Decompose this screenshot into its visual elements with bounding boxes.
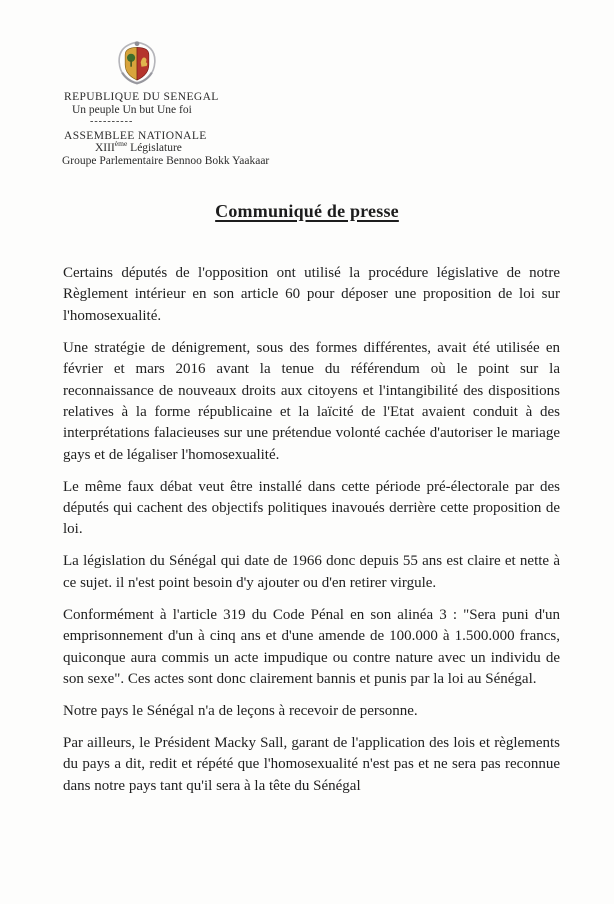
- paragraph: Conformément à l'article 319 du Code Pénal en son alinéa 3 : "Sera puni d'un emprisonnement d'un à cinq ans et d'une amende de 100.000 à 1.500.000 francs, quiconque aura commis un acte impudique ou contre nature avec un individu de son sexe". Ces actes sont donc clairement bannis et punis par la loi au Sénégal.: [63, 606, 560, 687]
- legislature-ordinal-suffix: ème: [114, 139, 128, 149]
- assembly-line: ASSEMBLEE NATIONALE: [64, 129, 207, 142]
- republic-line: REPUBLIQUE DU SENEGAL: [64, 91, 219, 103]
- legislature-line: [64, 139, 614, 155]
- paragraph: Notre pays le Sénégal n'a de leçons à recevoir de personne.: [63, 702, 418, 719]
- paragraph: Le même faux débat veut être installé dans cette période pré-électorale par des députés qui cachent des objectifs politiques inavoués derrière cette proposition de loi.: [63, 478, 560, 538]
- document-header: [0, 0, 614, 167]
- paragraph: Par ailleurs, le Président Macky Sall, garant de l'application des lois et règlements du pays a dit, redit et répété que l'homosexualité n'est pas et ne sera pas reconnue dans notre pays tant qu'il sera à la tête du Sénégal: [63, 734, 560, 794]
- press-release-title: Communiqué de presse: [215, 201, 399, 221]
- paragraph: Une stratégie de dénigrement, sous des formes différentes, avait été utilisée en février et mars 2016 avant la tenue du référendum où le point sur la reconnaissance de nouveaux droits aux citoyens et l'intangibilité des dispositions relatives à la forme républicaine et la laïcité de l'Etat avaient conduit à des interprétations falacieuses sur une prétendue volonté cachée d'autoriser le mariage gays et de légaliser l'homosexualité.: [63, 339, 560, 463]
- motto-line: Un peuple Un but Une foi: [72, 103, 192, 116]
- senegal-coat-of-arms-icon: [114, 40, 160, 86]
- separator-line: ----------: [90, 116, 134, 127]
- legislature-roman: XIII: [95, 142, 115, 154]
- paragraph: Certains députés de l'opposition ont utilisé la procédure législative de notre Règlement intérieur en son article 60 pour déposer une proposition de loi sur l'homosexualité.: [63, 265, 560, 324]
- parliamentary-group-line: Groupe Parlementaire Bennoo Bokk Yaakaar: [62, 154, 270, 167]
- paragraph: La législation du Sénégal qui date de 1966 donc depuis 55 ans est claire et nette à ce sujet. il n'est point besoin d'y ajouter ou d'en retirer virgule.: [63, 553, 560, 591]
- document-body: [0, 263, 560, 797]
- legislature-rest: Législature: [127, 142, 182, 154]
